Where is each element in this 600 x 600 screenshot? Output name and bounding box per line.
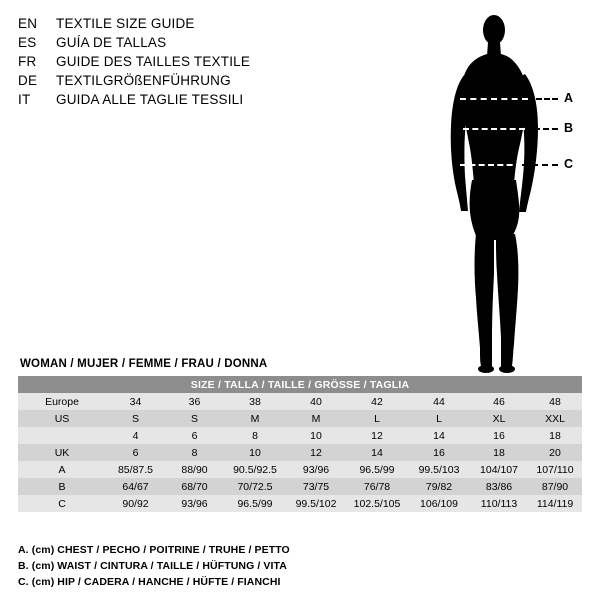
row-label-us-numeric: [18, 427, 106, 444]
note-chest: A. (cm) CHEST / PECHO / POITRINE / TRUHE / PETTO: [18, 544, 290, 556]
cell: L: [346, 410, 408, 427]
hip-guide-line-inner: [460, 164, 522, 166]
cell: 104/107: [470, 461, 528, 478]
cell: 70/72.5: [224, 478, 286, 495]
cell: 90/92: [106, 495, 165, 512]
table-row: [18, 393, 582, 410]
cell: 44: [408, 393, 470, 410]
cell: 87/90: [528, 478, 582, 495]
table-header-cell: SIZE / TALLA / TAILLE / GRÖSSE / TAGLIA: [18, 376, 582, 393]
cell: 102.5/105: [346, 495, 408, 512]
size-table: [18, 376, 582, 512]
note-waist: B. (cm) WAIST / CINTURA / TAILLE / HÜFTUNG / VITA: [18, 560, 287, 572]
table-row: [18, 444, 582, 461]
cell: 88/90: [165, 461, 224, 478]
size-table-area: [18, 358, 582, 512]
hip-guide-line-outer: [522, 164, 558, 166]
table-row: [18, 495, 582, 512]
waist-guide-line-inner: [463, 128, 525, 130]
table-row: [18, 427, 582, 444]
cell: 20: [528, 444, 582, 461]
cell: 68/70: [165, 478, 224, 495]
cell: 8: [224, 427, 286, 444]
table-row: [18, 410, 582, 427]
row-label-us: US: [18, 410, 106, 427]
cell: 114/119: [528, 495, 582, 512]
cell: S: [165, 410, 224, 427]
cell: 18: [470, 444, 528, 461]
table-row: [18, 478, 582, 495]
cell: 90.5/92.5: [224, 461, 286, 478]
cell: 42: [346, 393, 408, 410]
cell: 16: [470, 427, 528, 444]
cell: 79/82: [408, 478, 470, 495]
cell: 96.5/99: [346, 461, 408, 478]
language-text-en: TEXTILE SIZE GUIDE: [56, 16, 195, 31]
cell: XXL: [528, 410, 582, 427]
note-hip: C. (cm) HIP / CADERA / HANCHE / HÜFTE / FIANCHI: [18, 576, 281, 588]
language-row-fr: [18, 54, 438, 73]
row-label-a: A: [18, 461, 106, 478]
measure-label-c: C: [564, 157, 574, 171]
body-figure: [430, 8, 590, 378]
measure-label-b: B: [564, 121, 574, 135]
cell: 99.5/102: [286, 495, 346, 512]
cell: 48: [528, 393, 582, 410]
language-row-it: [18, 92, 438, 111]
cell: 12: [346, 427, 408, 444]
cell: 10: [286, 427, 346, 444]
cell: 12: [286, 444, 346, 461]
cell: 14: [346, 444, 408, 461]
cell: 93/96: [165, 495, 224, 512]
cell: 8: [165, 444, 224, 461]
cell: M: [286, 410, 346, 427]
language-text-de: TEXTILGRÖßENFÜHRUNG: [56, 73, 231, 88]
cell: 6: [106, 444, 165, 461]
cell: 10: [224, 444, 286, 461]
row-label-europe: Europe: [18, 393, 106, 410]
row-label-b: B: [18, 478, 106, 495]
chest-guide-line-inner: [460, 98, 528, 100]
cell: 18: [528, 427, 582, 444]
cell: 4: [106, 427, 165, 444]
cell: 34: [106, 393, 165, 410]
row-label-c: C: [18, 495, 106, 512]
language-text-fr: GUIDE DES TAILLES TEXTILE: [56, 54, 251, 69]
language-text-es: GUÍA DE TALLAS: [56, 35, 167, 50]
language-row-en: [18, 16, 438, 35]
table-row: [18, 461, 582, 478]
table-header-row: [18, 376, 582, 393]
cell: 40: [286, 393, 346, 410]
language-code-en: EN: [18, 16, 38, 31]
cell: 107/110: [528, 461, 582, 478]
cell: 85/87.5: [106, 461, 165, 478]
cell: 83/86: [470, 478, 528, 495]
language-code-es: ES: [18, 35, 37, 50]
cell: 99.5/103: [408, 461, 470, 478]
cell: 38: [224, 393, 286, 410]
cell: 110/113: [470, 495, 528, 512]
female-silhouette-icon: [430, 8, 590, 378]
table-caption: WOMAN / MUJER / FEMME / FRAU / DONNA: [20, 358, 268, 370]
cell: L: [408, 410, 470, 427]
cell: 6: [165, 427, 224, 444]
chest-guide-line-outer: [528, 98, 558, 100]
cell: M: [224, 410, 286, 427]
cell: 73/75: [286, 478, 346, 495]
language-code-de: DE: [18, 73, 38, 88]
cell: 93/96: [286, 461, 346, 478]
cell: 46: [470, 393, 528, 410]
row-label-uk: UK: [18, 444, 106, 461]
cell: 76/78: [346, 478, 408, 495]
language-code-it: IT: [18, 92, 31, 107]
waist-guide-line-outer: [525, 128, 558, 130]
language-row-es: [18, 35, 438, 54]
measurement-notes: [18, 542, 578, 590]
cell: S: [106, 410, 165, 427]
language-row-de: [18, 73, 438, 92]
language-code-fr: FR: [18, 54, 37, 69]
language-list: [18, 16, 438, 111]
cell: 16: [408, 444, 470, 461]
cell: 96.5/99: [224, 495, 286, 512]
measure-label-a: A: [564, 91, 574, 105]
cell: 14: [408, 427, 470, 444]
cell: 106/109: [408, 495, 470, 512]
language-text-it: GUIDA ALLE TAGLIE TESSILI: [56, 92, 244, 107]
cell: XL: [470, 410, 528, 427]
cell: 36: [165, 393, 224, 410]
cell: 64/67: [106, 478, 165, 495]
